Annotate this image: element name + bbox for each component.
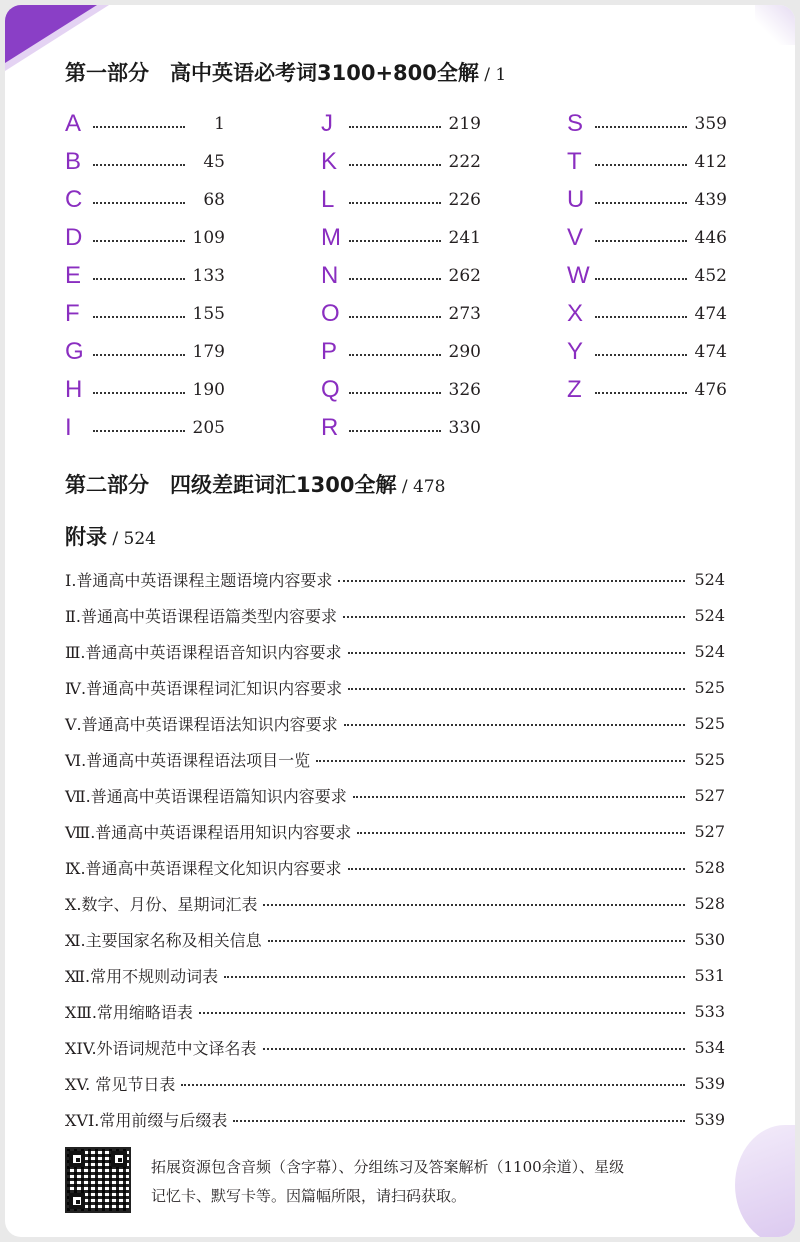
corner-decoration-right: [755, 5, 795, 45]
letter-entry[interactable]: [567, 295, 727, 333]
letter-entry[interactable]: [567, 143, 727, 181]
letter-label: U: [567, 186, 585, 213]
qr-finder: [111, 1151, 127, 1167]
appendix-heading[interactable]: [65, 521, 156, 551]
resource-note: 拓展资源包含音频（含字幕）、分组练习及答案解析（1100余道）、星级记忆卡、默写卡等。因篇幅所限，请扫码获取。: [151, 1158, 625, 1205]
letter-entry[interactable]: [321, 257, 481, 295]
decorative-blob: [735, 1125, 795, 1237]
part2-heading[interactable]: [65, 469, 445, 499]
dot-leader: [93, 353, 185, 356]
page-number: 222: [448, 152, 481, 172]
page: [5, 5, 795, 1237]
letter-label: X: [567, 300, 584, 327]
letter-label: R: [321, 414, 339, 441]
appendix-entry[interactable]: [65, 957, 725, 993]
appendix-entry[interactable]: [65, 669, 725, 705]
appendix-entry-label: XV. 常见节日表: [65, 1074, 176, 1094]
appendix-entry-label: Ⅲ.普通高中英语课程语音知识内容要求: [65, 642, 342, 662]
appendix-entry[interactable]: [65, 705, 725, 741]
letter-entry[interactable]: [321, 371, 481, 409]
dot-leader: [349, 315, 441, 318]
page-number: 133: [192, 266, 225, 286]
letter-label: Q: [321, 376, 340, 403]
letter-entry[interactable]: [65, 143, 225, 181]
dot-leader: [93, 239, 185, 242]
appendix-list: [65, 561, 725, 1137]
page-number: 474: [694, 304, 727, 324]
appendix-entry[interactable]: [65, 561, 725, 597]
dot-leader: [595, 353, 687, 356]
appendix-entry-label: Ⅴ.普通高中英语课程语法知识内容要求: [65, 714, 338, 734]
page-number: 226: [448, 190, 481, 210]
dot-leader: [93, 315, 185, 318]
appendix-entry[interactable]: [65, 741, 725, 777]
appendix-entry-page: 524: [694, 641, 725, 661]
letter-entry[interactable]: [65, 371, 225, 409]
appendix-entry-page: 531: [694, 965, 725, 985]
appendix-entry-page: 534: [694, 1037, 725, 1057]
dot-leader: [595, 391, 687, 394]
letter-label: E: [65, 262, 82, 289]
letter-entry[interactable]: [65, 409, 225, 447]
letter-label: F: [65, 300, 80, 327]
dot-leader: [349, 429, 441, 432]
dot-leader: [343, 616, 685, 618]
appendix-entry[interactable]: [65, 1101, 725, 1137]
qr-finder: [69, 1151, 85, 1167]
dot-leader: [595, 315, 687, 318]
letter-entry[interactable]: [567, 371, 727, 409]
dot-leader: [348, 688, 685, 690]
appendix-entry-label: Ⅰ.普通高中英语课程主题语境内容要求: [65, 570, 333, 590]
corner-decoration: [5, 5, 97, 63]
appendix-entry-label: Ⅸ.普通高中英语课程文化知识内容要求: [65, 858, 342, 878]
letter-column-2: [321, 105, 481, 447]
dot-leader: [93, 391, 185, 394]
page-number: 109: [192, 228, 225, 248]
page-number: 262: [448, 266, 481, 286]
part2-page: / 478: [396, 477, 446, 497]
dot-leader: [595, 163, 687, 166]
dot-leader: [349, 277, 441, 280]
dot-leader: [348, 652, 685, 654]
dot-leader: [353, 796, 685, 798]
page-number: 179: [192, 342, 225, 362]
letter-entry[interactable]: [65, 257, 225, 295]
qr-code[interactable]: [65, 1147, 131, 1213]
letter-entry[interactable]: [65, 219, 225, 257]
page-number: 1: [214, 114, 225, 134]
appendix-title: 附录: [65, 525, 107, 549]
letter-entry[interactable]: [321, 219, 481, 257]
letter-entry[interactable]: [321, 333, 481, 371]
dot-leader: [224, 976, 685, 978]
page-number: 290: [448, 342, 481, 362]
dot-leader: [357, 832, 685, 834]
letter-entry[interactable]: [65, 333, 225, 371]
dot-leader: [199, 1012, 685, 1014]
letter-entry[interactable]: [65, 181, 225, 219]
letter-label: I: [65, 414, 72, 441]
qr-finder: [69, 1193, 85, 1209]
letter-entry[interactable]: [321, 143, 481, 181]
appendix-entry-page: 533: [694, 1001, 725, 1021]
letter-label: N: [321, 262, 339, 289]
letter-label: G: [65, 338, 84, 365]
appendix-entry-label: XVI.常用前缀与后缀表: [65, 1110, 228, 1130]
appendix-entry[interactable]: [65, 885, 725, 921]
letter-label: Y: [567, 338, 584, 365]
letter-column-1: [65, 105, 225, 447]
dot-leader: [93, 125, 185, 128]
letter-label: W: [567, 262, 590, 289]
dot-leader: [349, 163, 441, 166]
letter-label: C: [65, 186, 83, 213]
dot-leader: [348, 868, 685, 870]
dot-leader: [595, 201, 687, 204]
letter-entry[interactable]: [321, 181, 481, 219]
page-number: 155: [192, 304, 225, 324]
appendix-entry-label: Ⅻ.常用不规则动词表: [65, 966, 219, 986]
dot-leader: [595, 125, 687, 128]
letter-entry[interactable]: [65, 295, 225, 333]
page-number: 273: [448, 304, 481, 324]
appendix-entry[interactable]: [65, 597, 725, 633]
appendix-entry-page: 530: [694, 929, 725, 949]
dot-leader: [349, 239, 441, 242]
letter-label: K: [321, 148, 338, 175]
dot-leader: [338, 580, 685, 582]
letter-entry[interactable]: [567, 105, 727, 143]
appendix-entry-label: Ⅳ.普通高中英语课程词汇知识内容要求: [65, 678, 343, 698]
letter-entry[interactable]: [321, 409, 481, 447]
dot-leader: [268, 940, 685, 942]
appendix-entry[interactable]: [65, 777, 725, 813]
appendix-entry[interactable]: [65, 993, 725, 1029]
appendix-entry[interactable]: [65, 813, 725, 849]
letter-label: D: [65, 224, 83, 251]
appendix-entry-page: 528: [694, 893, 725, 913]
letter-column-3: [567, 105, 727, 409]
appendix-entry-label: Ⅱ.普通高中英语课程语篇类型内容要求: [65, 606, 337, 626]
appendix-entry-page: 525: [694, 677, 725, 697]
letter-label: A: [65, 110, 82, 137]
letter-label: H: [65, 376, 83, 403]
letter-label: M: [321, 224, 341, 251]
page-number: 190: [192, 380, 225, 400]
appendix-entry-page: 524: [694, 569, 725, 589]
dot-leader: [181, 1084, 685, 1086]
dot-leader: [595, 239, 687, 242]
appendix-entry-label: ⅩⅢ.常用缩略语表: [65, 1002, 193, 1022]
letter-label: J: [321, 110, 333, 137]
appendix-entry-page: 539: [694, 1073, 725, 1093]
letter-label: Z: [567, 376, 582, 403]
letter-entry[interactable]: [321, 295, 481, 333]
appendix-entry[interactable]: [65, 633, 725, 669]
appendix-entry[interactable]: [65, 849, 725, 885]
appendix-entry-page: 528: [694, 857, 725, 877]
letter-entry[interactable]: [567, 257, 727, 295]
page-number: 326: [448, 380, 481, 400]
letter-label: P: [321, 338, 338, 365]
appendix-entry-page: 525: [694, 713, 725, 733]
letter-entry[interactable]: [321, 105, 481, 143]
page-number: 359: [694, 114, 727, 134]
appendix-entry-page: 527: [694, 821, 725, 841]
dot-leader: [263, 904, 685, 906]
page-number: 45: [203, 152, 225, 172]
page-number: 476: [694, 380, 727, 400]
letter-entry[interactable]: [567, 333, 727, 371]
page-number: 205: [192, 418, 225, 438]
appendix-entry-label: XIV.外语词规范中文译名表: [65, 1038, 257, 1058]
dot-leader: [93, 201, 185, 204]
dot-leader: [349, 125, 441, 128]
dot-leader: [595, 277, 687, 280]
appendix-entry-page: 527: [694, 785, 725, 805]
appendix-entry-page: 539: [694, 1109, 725, 1129]
letter-label: S: [567, 110, 584, 137]
page-number: 439: [694, 190, 727, 210]
letter-label: T: [567, 148, 582, 175]
part1-page: / 1: [478, 65, 507, 85]
part2-title: 第二部分 四级差距词汇1300全解: [65, 473, 397, 497]
part1-heading[interactable]: [65, 57, 506, 87]
dot-leader: [316, 760, 685, 762]
appendix-entry-label: Ⅶ.普通高中英语课程语篇知识内容要求: [65, 786, 347, 806]
letter-label: L: [321, 186, 335, 213]
appendix-entry-page: 524: [694, 605, 725, 625]
appendix-entry-label: Ⅵ.普通高中英语课程语法项目一览: [65, 750, 311, 770]
appendix-entry-page: 525: [694, 749, 725, 769]
appendix-entry-label: Ⅺ.主要国家名称及相关信息: [65, 930, 262, 950]
part1-title: 第一部分 高中英语必考词3100+800全解: [65, 61, 479, 85]
dot-leader: [93, 277, 185, 280]
letter-entry[interactable]: [567, 181, 727, 219]
dot-leader: [93, 163, 185, 166]
dot-leader: [349, 391, 441, 394]
page-number: 241: [448, 228, 481, 248]
letter-label: B: [65, 148, 82, 175]
letter-entry[interactable]: [567, 219, 727, 257]
appendix-page: / 524: [107, 529, 156, 549]
letter-label: V: [567, 224, 584, 251]
page-number: 474: [694, 342, 727, 362]
dot-leader: [349, 201, 441, 204]
letter-entry[interactable]: [65, 105, 225, 143]
letter-label: O: [321, 300, 340, 327]
appendix-entry[interactable]: [65, 1065, 725, 1101]
appendix-entry[interactable]: [65, 921, 725, 957]
dot-leader: [233, 1120, 685, 1122]
page-number: 452: [694, 266, 727, 286]
page-number: 330: [448, 418, 481, 438]
dot-leader: [263, 1048, 685, 1050]
appendix-entry-label: Ⅷ.普通高中英语课程语用知识内容要求: [65, 822, 352, 842]
dot-leader: [344, 724, 685, 726]
appendix-entry[interactable]: [65, 1029, 725, 1065]
appendix-entry-label: Ⅹ.数字、月份、星期词汇表: [65, 894, 258, 914]
dot-leader: [349, 353, 441, 356]
dot-leader: [93, 429, 185, 432]
page-number: 412: [694, 152, 727, 172]
page-number: 446: [694, 228, 727, 248]
page-number: 219: [448, 114, 481, 134]
page-number: 68: [203, 190, 225, 210]
